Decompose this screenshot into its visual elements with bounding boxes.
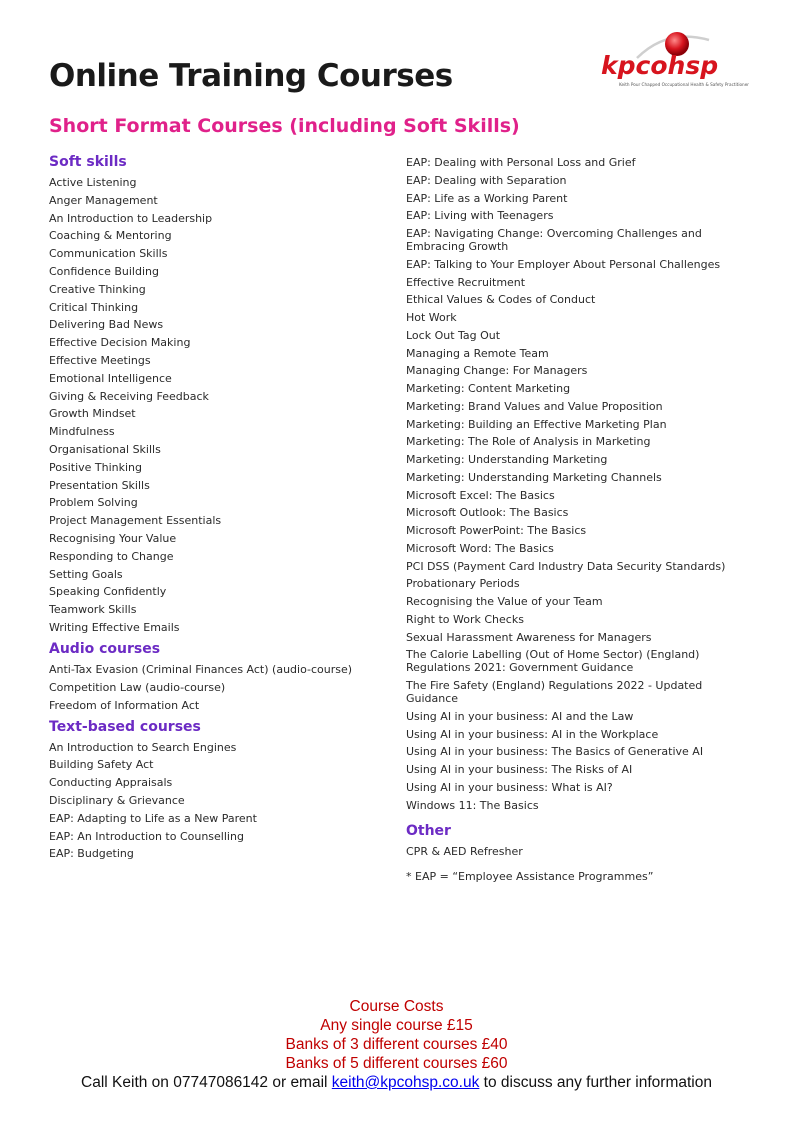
course-item: Communication Skills bbox=[49, 247, 168, 261]
course-item: Using AI in your business: What is AI? bbox=[406, 780, 613, 794]
svg-text:Keith Pour Chapped Occupationa: Keith Pour Chapped Occupational Health & Safety Practitioner bbox=[619, 82, 750, 87]
course-item: EAP: Life as a Working Parent bbox=[406, 191, 568, 205]
course-item: EAP: Budgeting bbox=[49, 847, 134, 861]
other-section bbox=[406, 823, 751, 883]
course-item: An Introduction to Search Engines bbox=[49, 740, 237, 754]
course-item: Setting Goals bbox=[49, 567, 123, 581]
course-item: An Introduction to Leadership bbox=[49, 211, 213, 225]
course-item: Using AI in your business: AI in the Workplace bbox=[406, 727, 659, 741]
course-item: The Fire Safety (England) Regulations 2022 - Updated Guidance bbox=[406, 679, 703, 705]
course-item: Ethical Values & Codes of Conduct bbox=[406, 293, 596, 307]
costs-heading: Course Costs bbox=[349, 998, 444, 1015]
course-item: Problem Solving bbox=[49, 496, 138, 510]
cost-bank-3: Banks of 3 different courses £40 bbox=[285, 1036, 508, 1053]
course-item: Speaking Confidently bbox=[49, 585, 167, 599]
course-item: Emotional Intelligence bbox=[49, 371, 172, 385]
course-item: Right to Work Checks bbox=[406, 612, 524, 626]
course-item: Freedom of Information Act bbox=[49, 698, 200, 712]
course-item: Probationary Periods bbox=[406, 577, 520, 591]
course-item: Microsoft Outlook: The Basics bbox=[406, 506, 569, 520]
left-column bbox=[49, 154, 389, 865]
course-item: Building Safety Act bbox=[49, 758, 154, 772]
page-title: Online Training Courses bbox=[49, 58, 453, 94]
course-item: Competition Law (audio-course) bbox=[49, 680, 226, 694]
course-item: Anti-Tax Evasion (Criminal Finances Act) (audio-course) bbox=[49, 662, 353, 676]
course-item: Writing Effective Emails bbox=[49, 620, 180, 634]
text-based-list bbox=[49, 741, 389, 861]
course-item: EAP: Dealing with Personal Loss and Grief bbox=[406, 156, 636, 169]
soft-skills-heading: Soft skills bbox=[49, 154, 127, 170]
kpcohsp-logo bbox=[597, 28, 750, 96]
course-item: Disciplinary & Grievance bbox=[49, 793, 185, 807]
course-item: Active Listening bbox=[49, 176, 137, 189]
course-item: Teamwork Skills bbox=[49, 603, 137, 617]
course-item: Managing a Remote Team bbox=[406, 346, 549, 360]
course-item: Marketing: The Role of Analysis in Marketing bbox=[406, 435, 651, 449]
course-item: EAP: Talking to Your Employer About Personal Challenges bbox=[406, 257, 721, 271]
course-item: Managing Change: For Managers bbox=[406, 364, 588, 378]
contact-suffix: to discuss any further information bbox=[479, 1074, 712, 1091]
course-item: Delivering Bad News bbox=[49, 318, 164, 332]
course-item: EAP: Navigating Change: Overcoming Challenges and Embracing Growth bbox=[406, 227, 702, 253]
course-item: PCI DSS (Payment Card Industry Data Security Standards) bbox=[406, 559, 726, 573]
course-item: Presentation Skills bbox=[49, 478, 150, 492]
course-item: Hot Work bbox=[406, 311, 457, 324]
course-item: Creative Thinking bbox=[49, 282, 146, 296]
course-item: Using AI in your business: The Risks of AI bbox=[406, 763, 633, 776]
course-item: Mindfulness bbox=[49, 425, 115, 439]
course-item: Marketing: Building an Effective Marketing Plan bbox=[406, 417, 667, 431]
contact-line bbox=[0, 1073, 793, 1092]
course-item: Sexual Harassment Awareness for Managers bbox=[406, 630, 652, 644]
course-item: Project Management Essentials bbox=[49, 514, 222, 528]
eap-footnote: * EAP = “Employee Assistance Programmes” bbox=[406, 869, 654, 883]
course-item: Recognising Your Value bbox=[49, 531, 177, 545]
course-item: EAP: Living with Teenagers bbox=[406, 209, 554, 223]
course-item: Effective Decision Making bbox=[49, 336, 191, 350]
course-item: EAP: Adapting to Life as a New Parent bbox=[49, 811, 257, 825]
other-list bbox=[406, 845, 751, 858]
course-item: Growth Mindset bbox=[49, 407, 136, 421]
course-item: Marketing: Content Marketing bbox=[406, 382, 571, 395]
soft-skills-list bbox=[49, 176, 389, 634]
course-item: Microsoft Word: The Basics bbox=[406, 541, 554, 555]
text-based-heading: Text-based courses bbox=[49, 718, 201, 735]
course-item: The Calorie Labelling (Out of Home Sector) (England) Regulations 2021: Government Guidance bbox=[406, 648, 700, 675]
email-link[interactable]: keith@kpcohsp.co.uk bbox=[331, 1074, 480, 1091]
course-item: Anger Management bbox=[49, 193, 158, 207]
course-item: Lock Out Tag Out bbox=[406, 328, 501, 342]
course-costs bbox=[0, 997, 793, 1092]
course-item: EAP: An Introduction to Counselling bbox=[49, 829, 244, 843]
course-item: Microsoft PowerPoint: The Basics bbox=[406, 524, 587, 537]
course-item: Positive Thinking bbox=[49, 460, 143, 474]
course-item: Giving & Receiving Feedback bbox=[49, 389, 209, 403]
course-item: Coaching & Mentoring bbox=[49, 229, 172, 243]
other-heading: Other bbox=[406, 822, 451, 839]
course-item: Conducting Appraisals bbox=[49, 776, 173, 790]
course-item: Effective Meetings bbox=[49, 353, 151, 367]
course-item: CPR & AED Refresher bbox=[406, 844, 523, 858]
svg-text:kpcohsp: kpcohsp bbox=[601, 51, 719, 80]
course-item: Responding to Change bbox=[49, 549, 174, 563]
course-item: Marketing: Brand Values and Value Proposition bbox=[406, 399, 663, 413]
course-item: Confidence Building bbox=[49, 264, 159, 278]
cost-single: Any single course £15 bbox=[320, 1017, 473, 1034]
course-item: Using AI in your business: AI and the Law bbox=[406, 709, 634, 723]
audio-list bbox=[49, 663, 389, 712]
right-column bbox=[406, 156, 751, 883]
course-item: Marketing: Understanding Marketing bbox=[406, 453, 608, 466]
course-item: Recognising the Value of your Team bbox=[406, 595, 603, 608]
course-item: Critical Thinking bbox=[49, 300, 139, 314]
audio-heading: Audio courses bbox=[49, 640, 161, 657]
course-item: Using AI in your business: The Basics of Generative AI bbox=[406, 745, 704, 759]
course-item: Microsoft Excel: The Basics bbox=[406, 488, 555, 502]
course-item: Windows 11: The Basics bbox=[406, 798, 539, 812]
cost-bank-5: Banks of 5 different courses £60 bbox=[285, 1055, 508, 1072]
page-subtitle: Short Format Courses (including Soft Skills) bbox=[49, 115, 520, 137]
audio-section bbox=[49, 641, 389, 712]
course-item: Marketing: Understanding Marketing Channels bbox=[406, 470, 662, 484]
contact-prefix: Call Keith on 07747086142 or email bbox=[81, 1074, 332, 1091]
text-based-list-continued bbox=[406, 156, 751, 812]
course-item: EAP: Dealing with Separation bbox=[406, 173, 567, 187]
soft-skills-section bbox=[49, 154, 389, 634]
course-item: Organisational Skills bbox=[49, 442, 161, 456]
text-based-section bbox=[49, 719, 389, 861]
course-item: Effective Recruitment bbox=[406, 275, 526, 289]
